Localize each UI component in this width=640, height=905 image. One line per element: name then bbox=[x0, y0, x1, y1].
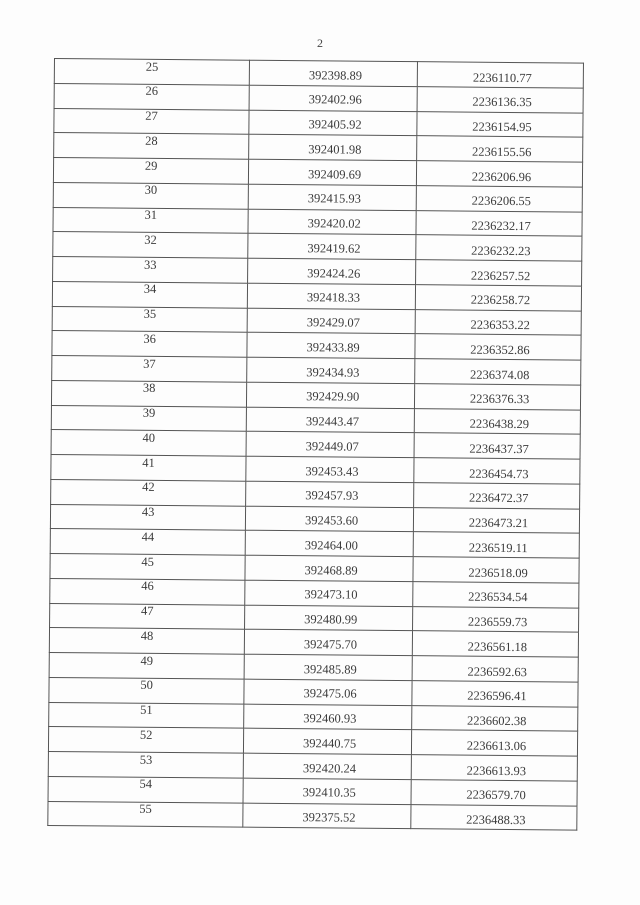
point-number-cell-text: 46 bbox=[141, 579, 154, 594]
point-number-cell bbox=[52, 306, 247, 332]
y-coordinate-cell bbox=[415, 284, 581, 310]
point-number-cell-text: 36 bbox=[143, 331, 156, 346]
x-coordinate-cell-text: 392398.89 bbox=[308, 67, 363, 83]
y-coordinate-cell-text: 2236206.55 bbox=[471, 194, 532, 209]
x-coordinate-cell-text: 392440.75 bbox=[303, 736, 357, 751]
point-number-cell-text: 35 bbox=[143, 306, 157, 322]
point-number-cell-text: 49 bbox=[140, 653, 154, 668]
y-coordinate-cell bbox=[416, 161, 582, 187]
point-number-cell bbox=[54, 83, 249, 109]
x-coordinate-cell-text: 392473.10 bbox=[304, 587, 358, 603]
point-number-cell-text: 44 bbox=[141, 529, 155, 544]
x-coordinate-cell-text: 392402.96 bbox=[308, 92, 362, 108]
x-coordinate-cell-text: 392418.33 bbox=[306, 290, 361, 306]
point-number-cell-text: 27 bbox=[145, 108, 158, 124]
y-coordinate-cell-text: 2236258.72 bbox=[470, 293, 531, 308]
point-number-cell-text: 34 bbox=[143, 282, 157, 297]
x-coordinate-cell-text: 392443.47 bbox=[305, 414, 360, 429]
y-coordinate-cell bbox=[414, 408, 580, 434]
y-coordinate-cell bbox=[417, 62, 583, 88]
point-number-cell bbox=[48, 751, 243, 777]
y-coordinate-cell bbox=[415, 334, 581, 360]
point-number-cell-text: 38 bbox=[142, 381, 156, 396]
x-coordinate-cell bbox=[247, 357, 415, 383]
y-coordinate-cell bbox=[412, 631, 578, 657]
point-number-cell-text: 52 bbox=[139, 727, 153, 742]
y-coordinate-cell-text: 2236596.41 bbox=[467, 689, 527, 704]
y-coordinate-cell bbox=[413, 557, 579, 583]
point-number-cell bbox=[53, 182, 248, 208]
y-coordinate-cell-text: 2236613.06 bbox=[466, 738, 527, 754]
point-number-cell bbox=[49, 628, 244, 654]
point-number-cell-text: 53 bbox=[139, 752, 153, 767]
x-coordinate-cell-text: 392453.60 bbox=[304, 513, 359, 528]
y-coordinate-cell-text: 2236376.33 bbox=[469, 392, 530, 407]
x-coordinate-cell bbox=[243, 778, 411, 804]
x-coordinate-cell-text: 392375.52 bbox=[302, 810, 356, 825]
point-number-cell bbox=[49, 677, 244, 703]
y-coordinate-cell bbox=[416, 210, 582, 236]
x-coordinate-cell bbox=[246, 481, 414, 507]
y-coordinate-cell bbox=[417, 86, 583, 112]
x-coordinate-cell-text: 392460.93 bbox=[303, 711, 357, 726]
x-coordinate-cell-text: 392420.02 bbox=[307, 216, 361, 231]
point-number-cell bbox=[53, 232, 248, 258]
point-number-cell bbox=[51, 479, 246, 505]
x-coordinate-cell bbox=[245, 530, 413, 556]
x-coordinate-cell bbox=[247, 332, 415, 358]
y-coordinate-cell-text: 2236352.86 bbox=[470, 342, 530, 358]
x-coordinate-cell-text: 392424.26 bbox=[307, 265, 361, 281]
x-coordinate-cell bbox=[244, 704, 412, 730]
point-number-cell-text: 45 bbox=[141, 554, 155, 569]
point-number-cell-text: 33 bbox=[143, 257, 157, 272]
x-coordinate-cell bbox=[249, 134, 417, 160]
point-number-cell bbox=[50, 578, 245, 604]
point-number-cell bbox=[48, 776, 243, 802]
y-coordinate-cell-text: 2236488.33 bbox=[466, 812, 526, 828]
x-coordinate-cell-text: 392475.70 bbox=[303, 637, 358, 652]
point-number-cell-text: 37 bbox=[143, 356, 156, 371]
point-number-cell-text: 29 bbox=[144, 158, 158, 173]
x-coordinate-cell bbox=[248, 184, 416, 210]
point-number-cell bbox=[52, 355, 247, 381]
y-coordinate-cell bbox=[411, 730, 577, 756]
point-number-cell bbox=[51, 454, 246, 480]
y-coordinate-cell bbox=[412, 656, 578, 682]
y-coordinate-cell bbox=[415, 359, 581, 385]
x-coordinate-cell bbox=[249, 85, 417, 111]
point-number-cell bbox=[50, 529, 245, 555]
x-coordinate-cell bbox=[246, 431, 414, 457]
y-coordinate-cell bbox=[413, 606, 579, 632]
point-number-cell-text: 40 bbox=[142, 430, 156, 445]
point-number-cell bbox=[49, 702, 244, 728]
x-coordinate-cell bbox=[244, 679, 412, 705]
x-coordinate-cell-text: 392405.92 bbox=[308, 117, 362, 132]
point-number-cell bbox=[48, 801, 243, 827]
x-coordinate-cell-text: 392453.43 bbox=[305, 463, 359, 479]
y-coordinate-cell bbox=[412, 705, 578, 731]
y-coordinate-cell-text: 2236561.18 bbox=[467, 639, 528, 655]
point-number-cell bbox=[51, 430, 246, 456]
point-number-cell bbox=[51, 405, 246, 431]
y-coordinate-cell-text: 2236110.77 bbox=[472, 70, 532, 85]
x-coordinate-cell bbox=[244, 728, 412, 754]
y-coordinate-cell bbox=[414, 433, 580, 459]
x-coordinate-cell bbox=[245, 605, 413, 631]
y-coordinate-cell bbox=[411, 755, 577, 781]
point-number-cell-text: 47 bbox=[140, 603, 154, 619]
x-coordinate-cell bbox=[246, 407, 414, 433]
point-number-cell-text: 39 bbox=[142, 405, 156, 421]
point-number-cell-text: 31 bbox=[144, 207, 158, 223]
point-number-cell-text: 54 bbox=[139, 777, 153, 792]
point-number-cell bbox=[52, 281, 247, 307]
y-coordinate-cell-text: 2236579.70 bbox=[466, 788, 526, 803]
y-coordinate-cell bbox=[416, 185, 582, 211]
x-coordinate-cell bbox=[246, 506, 414, 532]
x-coordinate-cell-text: 392485.89 bbox=[303, 661, 357, 677]
x-coordinate-cell bbox=[249, 60, 417, 86]
x-coordinate-cell bbox=[245, 580, 413, 606]
x-coordinate-cell bbox=[244, 629, 412, 655]
y-coordinate-cell-text: 2236518.09 bbox=[468, 565, 528, 580]
x-coordinate-cell-text: 392415.93 bbox=[307, 191, 362, 207]
y-coordinate-cell bbox=[415, 309, 581, 335]
y-coordinate-cell-text: 2236155.56 bbox=[471, 144, 532, 160]
point-number-cell bbox=[50, 603, 245, 629]
point-number-cell-text: 43 bbox=[141, 504, 155, 520]
x-coordinate-cell bbox=[248, 283, 416, 309]
x-coordinate-cell-text: 392429.90 bbox=[306, 389, 360, 405]
page-number: 2 bbox=[317, 36, 323, 50]
point-number-cell bbox=[50, 553, 245, 579]
y-coordinate-cell bbox=[415, 383, 581, 409]
point-number-cell bbox=[53, 256, 248, 282]
y-coordinate-cell-text: 2236374.08 bbox=[470, 367, 530, 382]
x-coordinate-cell bbox=[248, 233, 416, 259]
x-coordinate-cell-text: 392464.00 bbox=[304, 538, 358, 553]
y-coordinate-cell-text: 2236232.17 bbox=[471, 218, 531, 234]
y-coordinate-cell bbox=[412, 680, 578, 706]
x-coordinate-cell-text: 392475.06 bbox=[303, 686, 357, 702]
point-number-cell-text: 30 bbox=[144, 183, 158, 198]
y-coordinate-cell-text: 2236154.95 bbox=[472, 119, 532, 135]
y-coordinate-cell-text: 2236472.37 bbox=[468, 491, 529, 506]
x-coordinate-cell bbox=[245, 555, 413, 581]
point-number-cell-text: 26 bbox=[145, 84, 159, 99]
coordinate-table-body bbox=[48, 59, 584, 831]
y-coordinate-cell-text: 2236438.29 bbox=[469, 416, 530, 432]
point-number-cell bbox=[53, 158, 248, 184]
x-coordinate-cell-text: 392468.89 bbox=[304, 562, 358, 578]
y-coordinate-cell-text: 2236473.21 bbox=[468, 515, 529, 531]
point-number-cell-text: 32 bbox=[144, 232, 157, 247]
x-coordinate-cell-text: 392449.07 bbox=[305, 439, 359, 454]
y-coordinate-cell-text: 2236519.11 bbox=[468, 540, 528, 556]
y-coordinate-cell-text: 2236534.54 bbox=[468, 590, 528, 605]
x-coordinate-cell bbox=[243, 803, 411, 829]
x-coordinate-cell bbox=[248, 258, 416, 284]
y-coordinate-cell bbox=[413, 532, 579, 558]
y-coordinate-cell bbox=[417, 111, 583, 137]
x-coordinate-cell bbox=[249, 110, 417, 136]
x-coordinate-cell bbox=[247, 382, 415, 408]
point-number-cell bbox=[48, 727, 243, 753]
point-number-cell-text: 55 bbox=[139, 801, 152, 817]
x-coordinate-cell-text: 392433.89 bbox=[306, 340, 360, 355]
x-coordinate-cell-text: 392434.93 bbox=[306, 364, 360, 380]
y-coordinate-cell-text: 2236206.96 bbox=[471, 169, 532, 184]
x-coordinate-cell-text: 392410.35 bbox=[302, 785, 356, 801]
y-coordinate-cell-text: 2236232.23 bbox=[471, 243, 531, 259]
y-coordinate-cell bbox=[416, 235, 582, 261]
point-number-cell-text: 28 bbox=[145, 133, 158, 148]
y-coordinate-cell-text: 2236559.73 bbox=[467, 614, 528, 630]
point-number-cell-text: 25 bbox=[145, 59, 159, 74]
y-coordinate-cell-text: 2236592.63 bbox=[467, 664, 527, 679]
x-coordinate-cell bbox=[243, 753, 411, 779]
point-number-cell bbox=[54, 108, 249, 134]
point-number-cell bbox=[54, 133, 249, 159]
x-coordinate-cell-text: 392420.24 bbox=[302, 760, 357, 776]
point-number-cell-text: 48 bbox=[140, 628, 154, 643]
y-coordinate-cell-text: 2236353.22 bbox=[470, 317, 530, 333]
coordinate-table bbox=[47, 58, 584, 831]
y-coordinate-cell-text: 2236602.38 bbox=[466, 713, 527, 729]
point-number-cell bbox=[53, 207, 248, 233]
x-coordinate-cell bbox=[247, 308, 415, 334]
y-coordinate-cell-text: 2236613.93 bbox=[466, 763, 527, 778]
point-number-cell-text: 41 bbox=[142, 455, 155, 470]
x-coordinate-cell-text: 392409.69 bbox=[307, 166, 362, 182]
y-coordinate-cell bbox=[411, 779, 577, 805]
x-coordinate-cell-text: 392480.99 bbox=[304, 612, 358, 627]
y-coordinate-cell bbox=[414, 458, 580, 484]
x-coordinate-cell-text: 392429.07 bbox=[306, 315, 360, 330]
x-coordinate-cell bbox=[246, 456, 414, 482]
x-coordinate-cell-text: 392457.93 bbox=[305, 488, 359, 504]
point-number-cell-text: 50 bbox=[140, 678, 153, 693]
y-coordinate-cell bbox=[411, 804, 577, 830]
point-number-cell bbox=[54, 59, 249, 85]
y-coordinate-cell bbox=[416, 260, 582, 286]
point-number-cell bbox=[50, 504, 245, 530]
y-coordinate-cell-text: 2236454.73 bbox=[469, 466, 529, 481]
table-row bbox=[48, 801, 577, 830]
y-coordinate-cell bbox=[413, 507, 579, 533]
y-coordinate-cell-text: 2236437.37 bbox=[469, 441, 529, 457]
y-coordinate-cell-text: 2236136.35 bbox=[472, 95, 532, 110]
y-coordinate-cell bbox=[413, 581, 579, 607]
y-coordinate-cell-text: 2236257.52 bbox=[470, 268, 531, 283]
point-number-cell-text: 51 bbox=[140, 702, 153, 718]
x-coordinate-cell bbox=[248, 209, 416, 235]
x-coordinate-cell bbox=[244, 654, 412, 680]
y-coordinate-cell bbox=[414, 482, 580, 508]
x-coordinate-cell bbox=[249, 159, 417, 185]
y-coordinate-cell bbox=[417, 136, 583, 162]
x-coordinate-cell-text: 392401.98 bbox=[308, 142, 362, 157]
point-number-cell-text: 42 bbox=[142, 480, 155, 495]
x-coordinate-cell-text: 392419.62 bbox=[307, 241, 361, 256]
point-number-cell bbox=[51, 380, 246, 406]
point-number-cell bbox=[52, 331, 247, 357]
point-number-cell bbox=[49, 652, 244, 678]
